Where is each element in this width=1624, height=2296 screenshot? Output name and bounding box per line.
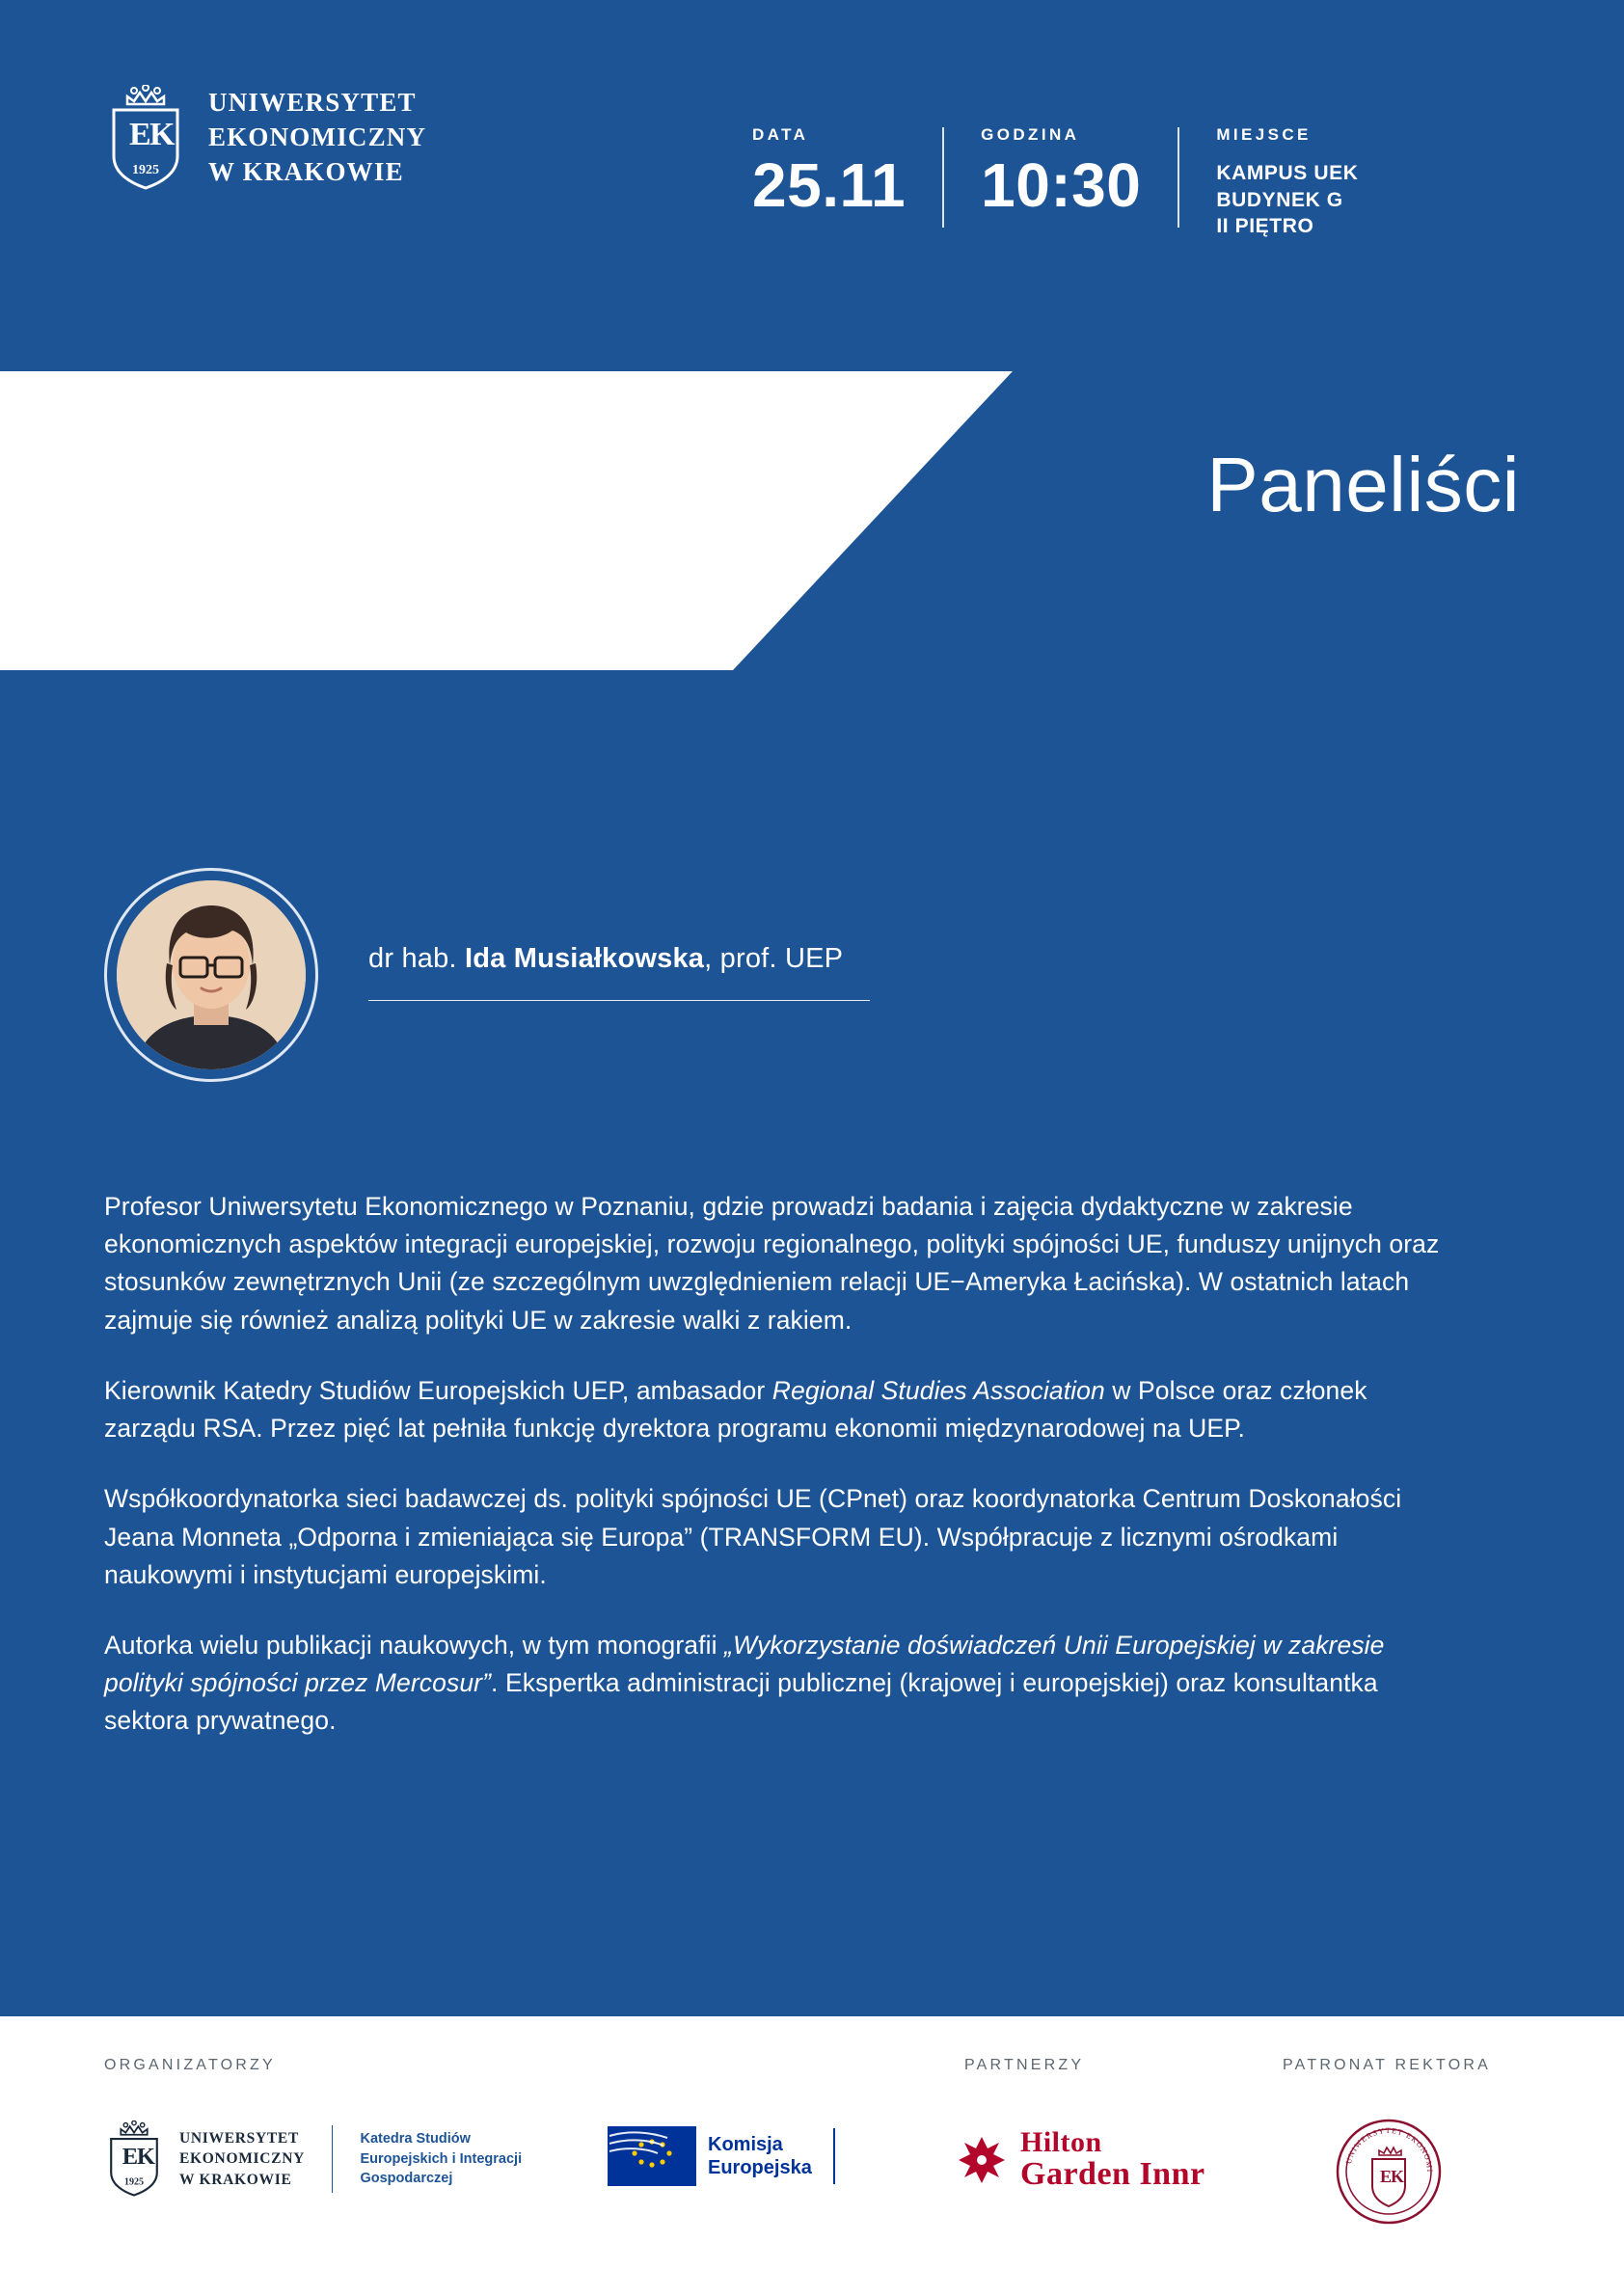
bio-italic-monograph: „Wykorzystanie doświadczeń Unii Europejskiej w zakresie polityki spójności przez Mercosur”	[104, 1630, 1385, 1698]
speaker-name-prefix: dr hab.	[368, 942, 465, 974]
european-commission-text	[708, 2133, 812, 2179]
poster-footer	[0, 2016, 1624, 2296]
event-meta	[733, 125, 1395, 251]
avatar-ring	[104, 868, 318, 1082]
svg-text:K: K	[1391, 2167, 1405, 2186]
event-place-line-3: II PIĘTRO	[1216, 215, 1314, 238]
label-organizers: ORGANIZATORZY	[104, 2057, 276, 2073]
uek-crest-icon-footer	[104, 2120, 164, 2198]
speaker-section	[104, 868, 1522, 1741]
uek-wordmark	[208, 86, 426, 190]
svg-text:E: E	[122, 2144, 139, 2171]
uek-wordmark-line-3: W KRAKOWIE	[208, 156, 404, 186]
hilton-mark-icon	[955, 2133, 1009, 2187]
bio-paragraph-2: Kierownik Katedry Studiów Europejskich UEP, ambasador Regional Studies Association w Polsce oraz członek zarządu RSA. Przez pięć lat pełniła funkcję dyrektora programu ekonomii międzynarodowej na UEP.	[104, 1375, 1367, 1444]
footer-logos	[0, 2113, 1624, 2248]
uek-logo	[104, 85, 426, 191]
bio-italic-rsa: Regional Studies Association	[771, 1375, 1105, 1405]
speaker-header	[104, 868, 1522, 1082]
eu-flag-icon	[608, 2126, 696, 2186]
footer-uek-line-3: W KRAKOWIE	[179, 2171, 292, 2188]
footer-uek-logo	[104, 2120, 522, 2198]
bio-paragraph-1: Profesor Uniwersytetu Ekonomicznego w Poznaniu, gdzie prowadzi badania i zajęcia dydaktyczne w zakresie ekonomicznych aspektów integracji europejskiej, rozwoju regionalnego, polityki spójności UE, funduszy unijnych oraz stosunków zewnętrznych Unii (ze szczególnym uwzględnieniem relacji UE−Ameryka Łacińska). W ostatnich latach zajmuje się również analizą polityki UE w zakresie walki z rakiem.	[104, 1192, 1440, 1335]
hilton-line-1: Hilton	[1020, 2126, 1102, 2158]
meta-divider-2	[1177, 127, 1179, 228]
footer-labels	[0, 2057, 1624, 2080]
event-date-value: 25.11	[752, 150, 907, 220]
speaker-name-main: Ida Musiałkowska	[464, 942, 705, 974]
event-time-value: 10:30	[981, 150, 1142, 220]
label-patronage: PATRONAT REKTORA	[1283, 2057, 1491, 2073]
avatar	[117, 880, 306, 1069]
rector-seal-text: UNIWERSYTET EKONOMI	[1343, 2125, 1435, 2174]
label-partners: PARTNERZY	[964, 2057, 1085, 2073]
rector-seal-icon	[1336, 2119, 1442, 2229]
event-place-line-2: BUDYNEK G	[1216, 188, 1343, 211]
event-place-label: MIEJSCE	[1216, 125, 1312, 144]
meta-divider-1	[942, 127, 944, 228]
event-time	[944, 125, 1177, 220]
footer-uek-line-2: EKONOMICZNY	[179, 2150, 305, 2168]
event-time-label: GODZINA	[981, 125, 1080, 144]
footer-uek-wordmark	[179, 2128, 305, 2189]
speaker-bio	[104, 1188, 1454, 1741]
crest-year: 1925	[132, 163, 159, 177]
speaker-name-block	[368, 943, 1522, 1008]
ec-divider	[833, 2128, 835, 2184]
bio-paragraph-4: Autorka wielu publikacji naukowych, w tym monografii „Wykorzystanie doświadczeń Unii Europejskiej w zakresie polityki spójności przez Mercosur”. Ekspertka administracji publicznej (krajowej i europejskiej) oraz konsultantka sektora prywatnego.	[104, 1630, 1385, 1736]
european-commission-logo	[608, 2126, 835, 2186]
uek-wordmark-line-2: EKONOMICZNY	[208, 122, 427, 152]
svg-text:UNIWERSYTET EKONOMICZNY W KRAK	[1336, 2119, 1434, 2174]
uek-wordmark-line-1: UNIWERSYTET	[208, 88, 417, 118]
footer-department-line-3: Gospodarczej	[360, 2171, 453, 2187]
uek-crest-icon	[104, 85, 187, 191]
svg-text:E: E	[129, 117, 151, 152]
ec-line-2: Europejska	[708, 2157, 812, 2178]
footer-logo-divider	[332, 2125, 334, 2193]
event-place	[1179, 125, 1394, 240]
page-title: Paneliści	[1206, 442, 1520, 527]
svg-text:E: E	[1380, 2167, 1393, 2186]
footer-department-line-2: Europejskich i Integracji	[360, 2150, 523, 2167]
svg-text:K: K	[136, 2144, 155, 2171]
hilton-garden-inn-logo	[955, 2128, 1205, 2192]
bio-paragraph-3: Współkoordynatorka sieci badawczej ds. polityki spójności UE (CPnet) oraz koordynatorka Centrum Doskonałości Jeana Monneta „Odporna i zmieniająca się Europa” (TRANSFORM EU). Współpracuje z licznymi ośrodkami naukowymi i instytucjami europejskimi.	[104, 1484, 1402, 1589]
speaker-name-suffix: , prof. UEP	[704, 942, 844, 974]
hilton-line-2: Garden Innr	[1020, 2156, 1205, 2192]
svg-text:K: K	[149, 117, 176, 152]
event-date-label: DATA	[752, 125, 809, 144]
banner-white-shape	[0, 371, 1013, 670]
event-place-line-1: KAMPUS UEK	[1216, 162, 1359, 184]
footer-crest-year: 1925	[123, 2176, 145, 2188]
name-underline	[368, 1000, 870, 1002]
poster-header	[0, 0, 1624, 365]
ec-line-1: Komisja	[708, 2134, 783, 2155]
speaker-name	[368, 943, 1522, 975]
footer-department	[360, 2129, 522, 2189]
footer-department-line-1: Katedra Studiów	[360, 2131, 471, 2147]
footer-uek-line-1: UNIWERSYTET	[179, 2130, 299, 2147]
hilton-wordmark	[1020, 2128, 1205, 2192]
event-date	[733, 125, 942, 220]
title-banner	[0, 371, 1624, 670]
